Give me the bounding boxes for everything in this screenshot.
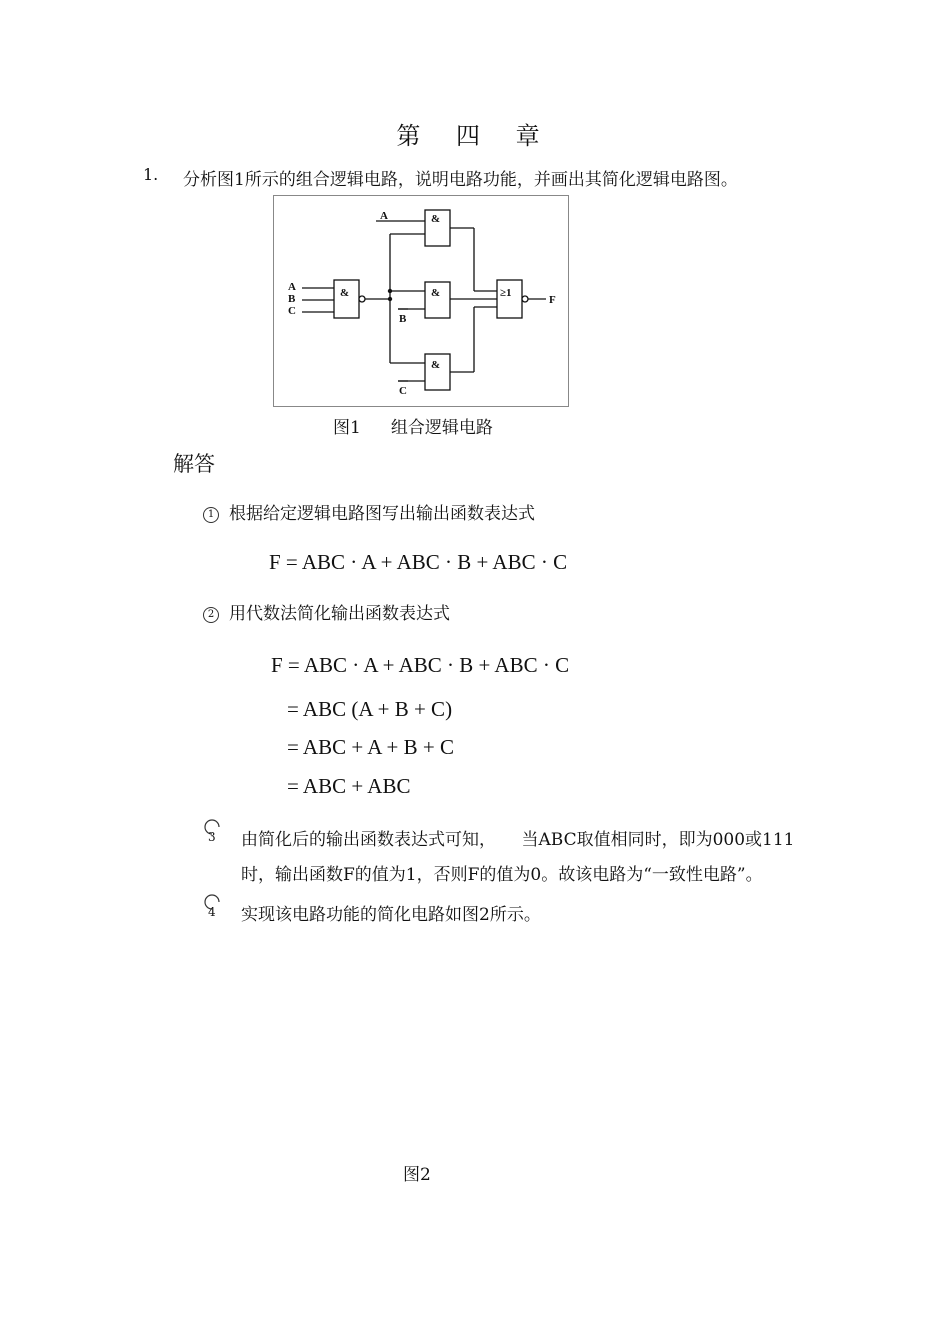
question-number: 1. (143, 165, 159, 184)
input-label-a: A (288, 281, 296, 293)
equation-original: F = ABC · A + ABC · B + ABC · C (269, 550, 568, 574)
output-label-f: F (549, 294, 556, 306)
figure1-caption (333, 413, 493, 438)
answer-heading: 解答 (173, 452, 215, 476)
logic-circuit-svg (274, 196, 570, 408)
figure2-caption: 图2 (403, 1165, 431, 1185)
gate-symbol-and-mid: & (431, 287, 441, 299)
figure1-circuit-diagram (273, 195, 569, 407)
gate-symbol-or: ≥1 (500, 287, 512, 299)
gate-symbol-and-1: & (340, 287, 350, 299)
step-1-text: 根据给定逻辑电路图写出输出函数表达式 (229, 504, 535, 524)
step-2 (203, 599, 450, 624)
step-3-number: 3 (208, 830, 216, 844)
input-label-c: C (288, 305, 296, 317)
nand-gate-1 (334, 280, 359, 318)
step-4-number: 4 (208, 905, 216, 919)
chapter-title: 第 四 章 (396, 122, 554, 150)
equation-line-1: F = ABC · A + ABC · B + ABC · C (271, 653, 570, 677)
step-2-text: 用代数法简化输出函数表达式 (229, 604, 450, 624)
label-a-top: A (380, 210, 388, 222)
step-3-text-line-1: 由简化后的输出函数表达式可知， 当ABC取值相同时，即为000或111 (241, 830, 795, 850)
label-c-bar: C (399, 385, 407, 397)
step-2-number: 2 (203, 607, 219, 623)
step-4-text: 实现该电路功能的简化电路如图2所示。 (241, 905, 541, 925)
gate-symbol-and-bottom: & (431, 359, 441, 371)
input-label-b: B (288, 293, 296, 305)
nor-gate (497, 280, 522, 318)
equation-line-3: = ABC + A + B + C (287, 735, 455, 759)
question-text: 分析图1所示的组合逻辑电路，说明电路功能，并画出其简化逻辑电路图。 (183, 170, 738, 190)
equation-line-4: = ABC + ABC (287, 774, 411, 798)
gate-symbol-and-top: & (431, 213, 441, 225)
figure1-caption-text: 组合逻辑电路 (390, 418, 493, 438)
step-1-number: 1 (203, 507, 219, 523)
figure1-caption-number: 图1 (333, 418, 361, 438)
step-1 (203, 499, 535, 524)
step-3-text-line-2: 时，输出函数F的值为1，否则F的值为0。故该电路为“一致性电路”。 (241, 865, 763, 885)
label-b-bar: B (399, 313, 407, 325)
equation-line-2: = ABC (A + B + C) (287, 697, 453, 721)
